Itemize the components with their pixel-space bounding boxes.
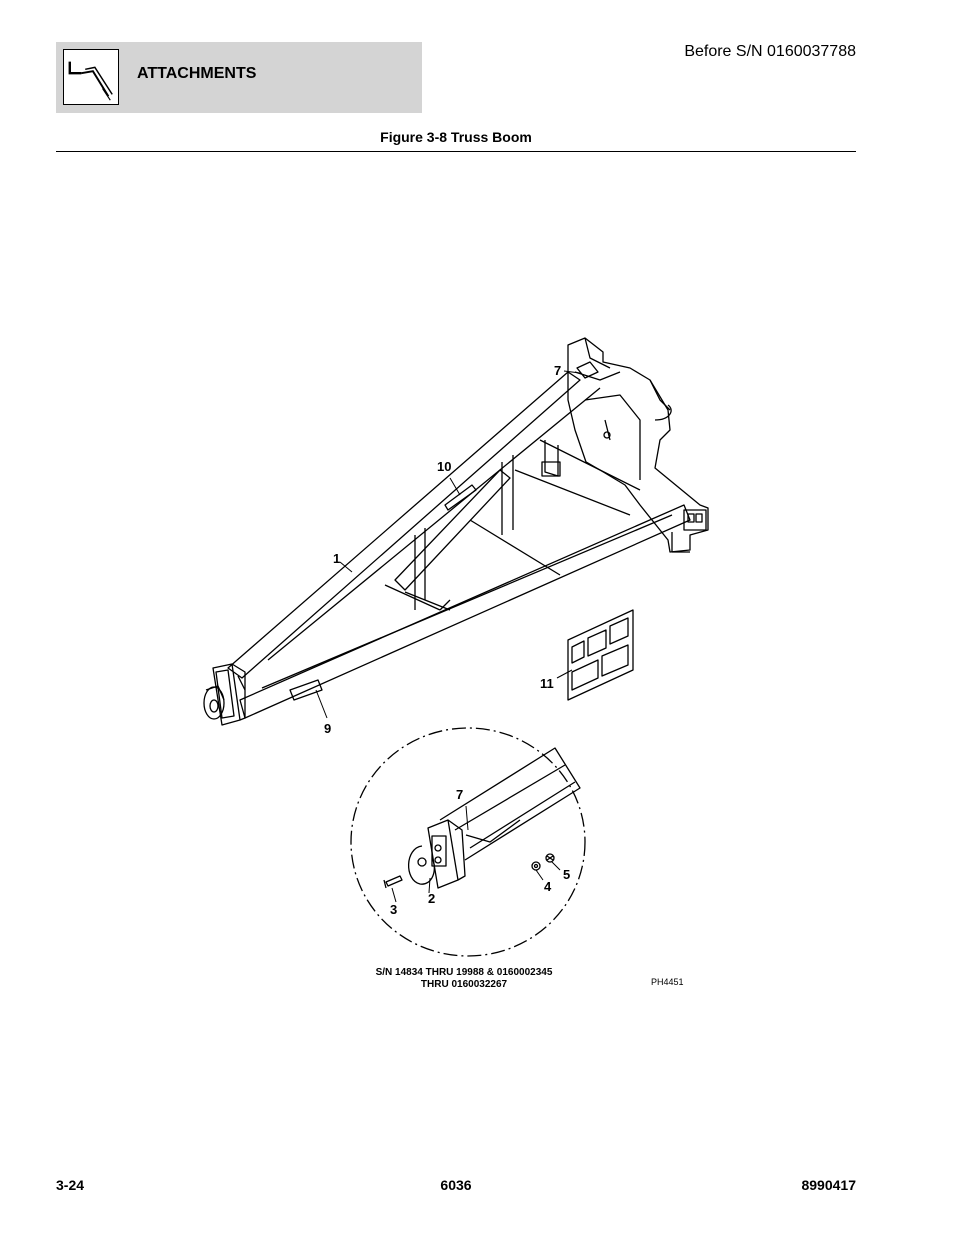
callout-9: 9	[324, 721, 332, 736]
callout-7-top: 7	[554, 363, 562, 378]
illustration-id: PH4451	[651, 977, 684, 987]
callout-3: 3	[390, 902, 398, 917]
manual-number: 8990417	[801, 1177, 856, 1193]
serial-note-line-1: S/N 14834 THRU 19988 & 0160002345	[375, 967, 553, 978]
callout-7-detail: 7	[456, 787, 464, 802]
serial-note-line-2: THRU 0160032267	[420, 979, 508, 990]
detail-serial-note	[354, 967, 574, 991]
model-number: 6036	[440, 1177, 472, 1193]
truss-boom-illustration	[180, 320, 740, 1010]
callout-10: 10	[437, 459, 452, 474]
page-number: 3-24	[56, 1177, 85, 1193]
attachment-hook-icon	[63, 49, 119, 105]
header-divider	[56, 151, 856, 152]
section-title: ATTACHMENTS	[137, 65, 257, 82]
callout-4: 4	[544, 879, 552, 894]
callout-1: 1	[333, 551, 341, 566]
serial-range-label: Before S/N 0160037788	[684, 43, 856, 60]
callout-11: 11	[540, 676, 554, 691]
figure-title: Figure 3-8 Truss Boom	[380, 129, 532, 145]
callout-5: 5	[563, 867, 571, 882]
callout-2: 2	[428, 891, 436, 906]
